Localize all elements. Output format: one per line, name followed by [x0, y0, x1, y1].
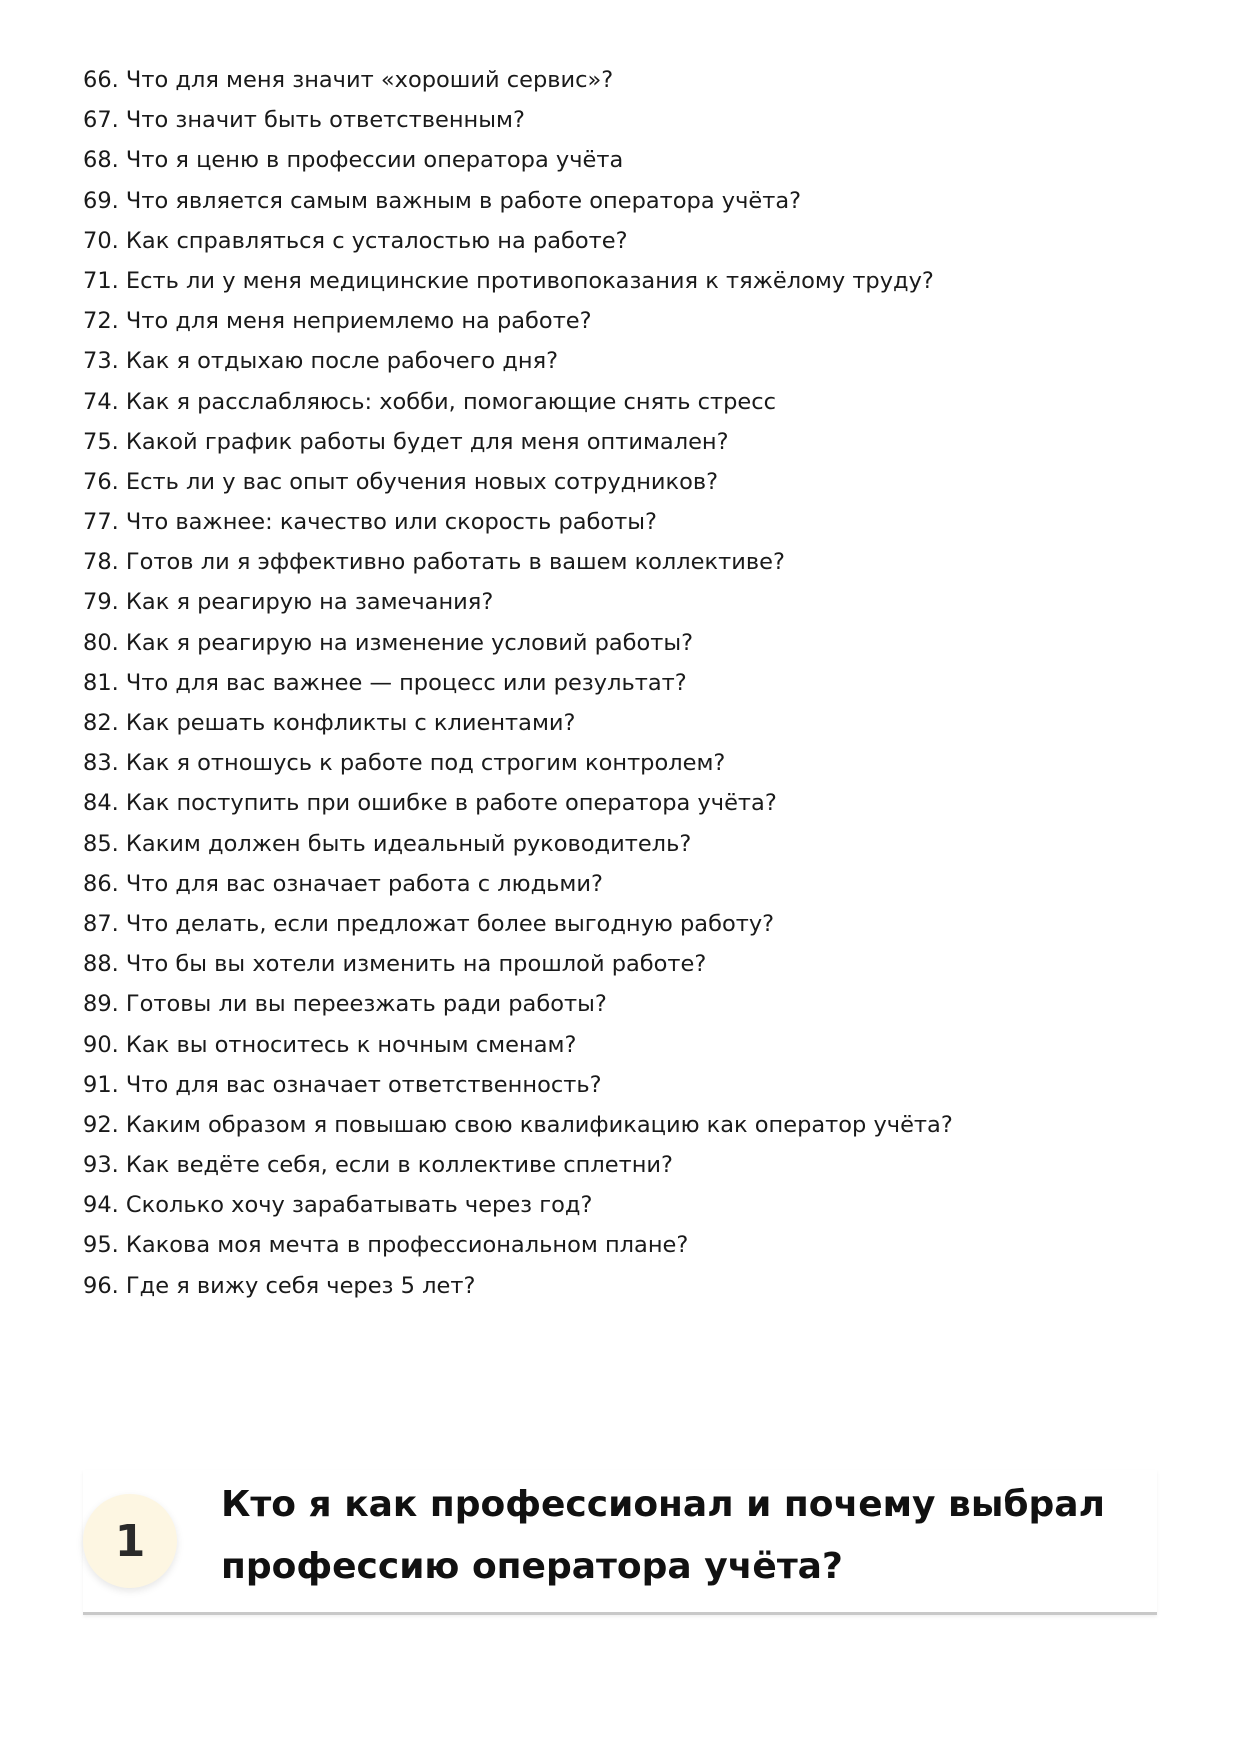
question-item: 81. Что для вас важнее — процесс или результат? [83, 669, 687, 696]
question-item: 79. Как я реагирую на замечания? [83, 589, 494, 616]
question-item: 85. Каким должен быть идеальный руководитель? [83, 830, 692, 857]
question-item: 72. Что для меня неприемлемо на работе? [83, 308, 592, 335]
section-header [83, 1470, 1157, 1615]
question-item: 73. Как я отдыхаю после рабочего дня? [83, 348, 559, 375]
question-item: 94. Сколько хочу зарабатывать через год? [83, 1192, 593, 1219]
question-item: 80. Как я реагирую на изменение условий работы? [83, 629, 694, 656]
question-item: 83. Как я отношусь к работе под строгим контролем? [83, 750, 726, 777]
question-item: 69. Что является самым важным в работе оператора учёта? [83, 187, 802, 214]
question-item: 74. Как я расслабляюсь: хобби, помогающие снять стресс [83, 388, 777, 415]
question-item: 87. Что делать, если предложат более выгодную работу? [83, 910, 775, 937]
question-item: 84. Как поступить при ошибке в работе оператора учёта? [83, 790, 777, 817]
question-item: 75. Какой график работы будет для меня оптимален? [83, 428, 729, 455]
question-item: 82. Как решать конфликты с клиентами? [83, 710, 576, 736]
question-item: 70. Как справляться с усталостью на работе? [83, 227, 628, 254]
question-item: 67. Что значит быть ответственным? [83, 107, 525, 134]
question-item: 86. Что для вас означает работа с людьми? [83, 870, 603, 897]
question-item: 66. Что для меня значит «хороший сервис»? [83, 67, 614, 93]
question-item: 95. Какова моя мечта в профессиональном плане? [83, 1232, 689, 1259]
question-item: 88. Что бы вы хотели изменить на прошлой работе? [83, 951, 707, 978]
question-item: 96. Где я вижу себя через 5 лет? [83, 1272, 476, 1299]
question-list [83, 60, 1163, 1306]
question-item: 76. Есть ли у вас опыт обучения новых сотрудников? [83, 468, 719, 495]
question-item: 91. Что для вас означает ответственность? [83, 1071, 602, 1098]
question-item: 89. Готовы ли вы переезжать ради работы? [83, 991, 607, 1018]
question-item: 68. Что я ценю в профессии оператора учёта [83, 147, 624, 174]
question-item: 93. Как ведёте себя, если в коллективе сплетни? [83, 1152, 673, 1179]
question-item: 90. Как вы относитесь к ночным сменам? [83, 1031, 577, 1058]
question-item: 92. Каким образом я повышаю свою квалификацию как оператор учёта? [83, 1111, 953, 1138]
section-title: Кто я как профессионал и почему выбрал профессию оператора учёта? [221, 1484, 1105, 1587]
question-item: 71. Есть ли у меня медицинские противопоказания к тяжёлому труду? [83, 267, 934, 294]
section-number-badge: 1 [83, 1494, 177, 1588]
question-item: 77. Что важнее: качество или скорость работы? [83, 509, 657, 536]
question-item: 78. Готов ли я эффективно работать в вашем коллективе? [83, 549, 785, 576]
